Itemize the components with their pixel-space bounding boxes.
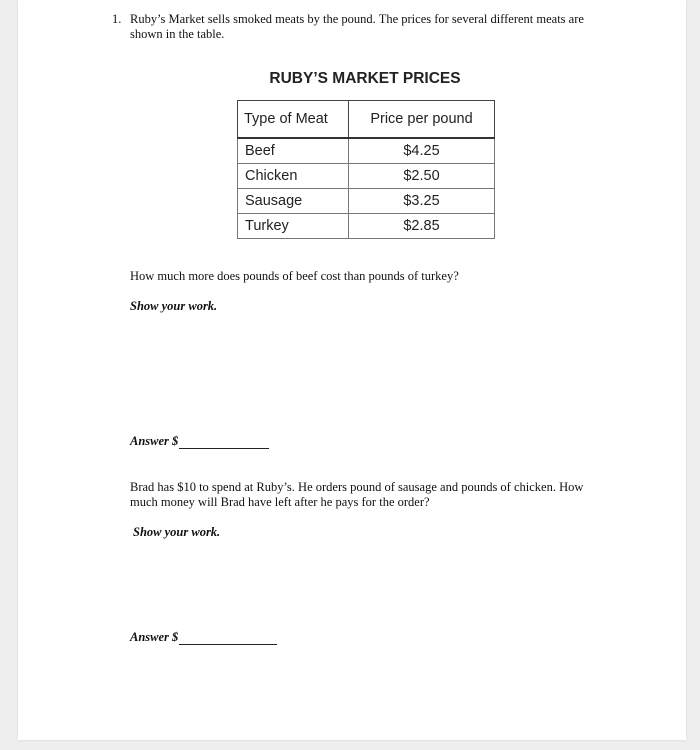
price-cell: $2.50 bbox=[349, 164, 495, 189]
part2-answer-blank[interactable] bbox=[179, 632, 277, 645]
question-number: 1. bbox=[112, 12, 122, 26]
part1-answer-label: Answer $ bbox=[130, 434, 179, 448]
table-row bbox=[238, 164, 495, 189]
part2-answer bbox=[130, 630, 277, 645]
part1-answer bbox=[130, 434, 269, 449]
part2-show-work: Show your work. bbox=[133, 525, 221, 539]
table-row bbox=[238, 214, 495, 239]
meat-cell: Beef bbox=[238, 138, 349, 164]
part1-answer-blank[interactable] bbox=[179, 436, 269, 449]
worksheet-page bbox=[18, 0, 686, 740]
table-row bbox=[238, 138, 495, 164]
header-type-of-meat: Type of Meat bbox=[238, 101, 349, 139]
prices-table bbox=[237, 100, 495, 239]
price-cell: $2.85 bbox=[349, 214, 495, 239]
part2-question: Brad has $10 to spend at Ruby’s. He orders pound of sausage and pounds of chicken. How much money will Brad have left after he pays for the order? bbox=[130, 480, 584, 509]
table-header-row bbox=[238, 101, 495, 139]
part2-answer-label: Answer $ bbox=[130, 630, 179, 644]
price-cell: $3.25 bbox=[349, 189, 495, 214]
meat-cell: Turkey bbox=[238, 214, 349, 239]
part1-show-work: Show your work. bbox=[130, 299, 218, 313]
problem-intro: Ruby’s Market sells smoked meats by the pound. The prices for several different meats are shown in the table. bbox=[130, 12, 584, 41]
header-price-per-pound: Price per pound bbox=[349, 101, 495, 139]
meat-cell: Sausage bbox=[238, 189, 349, 214]
price-cell: $4.25 bbox=[349, 138, 495, 164]
table-title: RUBY’S MARKET PRICES bbox=[269, 70, 461, 87]
table-row bbox=[238, 189, 495, 214]
meat-cell: Chicken bbox=[238, 164, 349, 189]
part1-question: How much more does pounds of beef cost than pounds of turkey? bbox=[130, 269, 459, 283]
